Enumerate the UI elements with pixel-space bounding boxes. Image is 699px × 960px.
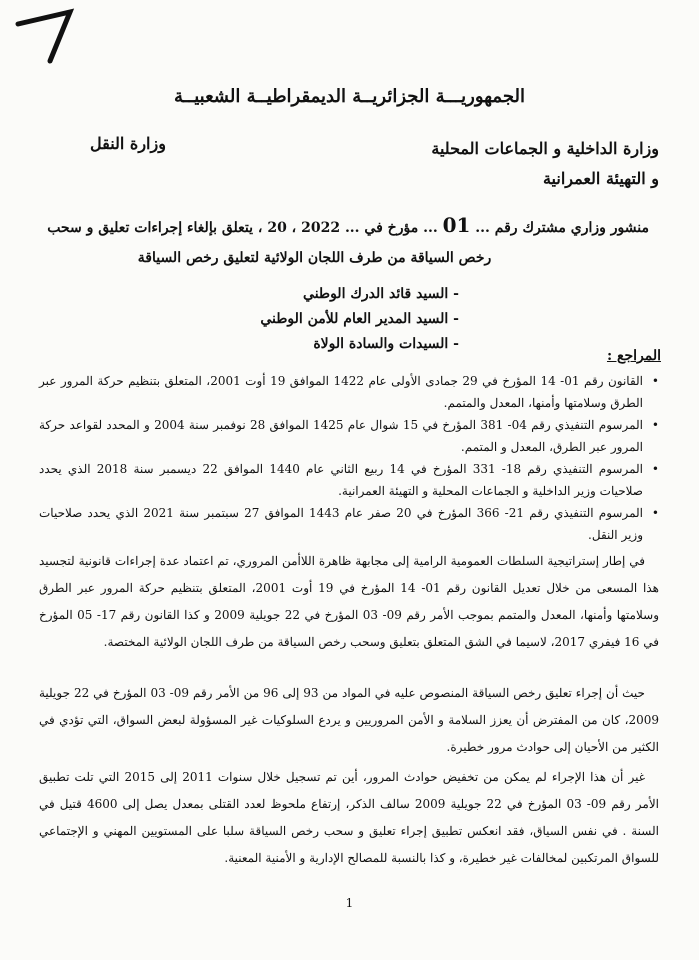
circular-number: 01: [442, 213, 471, 237]
circular-date-label: ... مؤرخ في ...: [344, 220, 438, 236]
ministry-interior: [431, 134, 659, 194]
circular-subject-line1: يتعلق بإلغاء إجراءات تعليق و سحب: [47, 220, 254, 236]
page-number: 1: [345, 896, 354, 910]
ministry-interior-line1: وزارة الداخلية و الجماعات المحلية: [431, 139, 659, 158]
reference-item: • المرسوم التنفيذي رقم 04- 381 المؤرخ في 15 شوال عام 1425 الموافق 28 نوفمبر سنة 2004 و المحدد لقواعد حركة المرور عبر الطرق، المعدل و المتمم.: [39, 414, 659, 458]
circular-subject: [40, 210, 649, 273]
reference-item: • المرسوم التنفيذي رقم 21- 366 المؤرخ في 20 صفر عام 1443 الموافق 27 سبتمبر سنة 2021 الذي يحدد صلاحيات وزير النقل.: [39, 502, 659, 546]
circular-subject-line2: رخص السياقة من طرف اللجان الولائية لتعليق رخص السياقة: [137, 250, 492, 266]
reference-item: • المرسوم التنفيذي رقم 18- 331 المؤرخ في 14 ربيع الثاني عام 1440 الموافق 22 ديسمبر سنة 2018 الذي يحدد صلاحيات وزير الداخلية و الجماعات المحلية و التهيئة العمرانية.: [39, 458, 659, 502]
addressee-item: - السيد المدير العام للأمن الوطني: [260, 307, 459, 332]
handwritten-seven-mark: [10, 6, 80, 66]
ministry-interior-line2: و التهيئة العمرانية: [542, 169, 659, 188]
body-paragraph-2: حيث أن إجراء تعليق رخص السياقة المنصوص عليه في المواد من 93 إلى 96 من الأمر رقم 09- 03 المؤرخ في 22 جويلية 2009، كان من المفترض أن يعزز السلامة و الأمن المروريين و يردع السلوكيات غير المسؤولة لبعض السواق، التي تؤدي في الكثير من الأحيان إلى حوادث مرور خطيرة.: [39, 686, 659, 754]
addressees-list: [260, 282, 459, 357]
body-paragraph-3: غير أن هذا الإجراء لم يمكن من تخفيض حوادث المرور، أين تم تسجيل خلال سنوات 2011 إلى 2015 التي تلت تطبيق الأمر رقم 09- 03 المؤرخ في 22 جويلية 2009 سالف الذكر، إرتفاع ملحوظ لعدد القتلى بمعدل يصل إلى 4600 قتيل في السنة . في نفس السياق، فقد انعكس تطبيق إجراء تعليق و سحب رخص السياقة سلبا على المستويين المهني و الإجتماعي للسواق المرتكبين لمخالفات غير خطيرة، و كذا بالنسبة للمصالح الإدارية و الأمنية المعنية.: [39, 770, 659, 865]
addressee-item: - السيدات والسادة الولاة: [260, 332, 459, 357]
circular-date-value: 2022 ، 20 ،: [257, 220, 341, 236]
references-title: المراجع :: [606, 348, 661, 364]
addressee-item: - السيد قائد الدرك الوطني: [260, 282, 459, 307]
body-paragraph-1: في إطار إستراتيجية السلطات العمومية الرامية إلى مجابهة ظاهرة اللاأمن المروري، تم اعتماد عدة إجراءات قانونية لتجسيد هذا المسعى من خلال تعديل القانون رقم 01- 14 المؤرخ في 19 أوت 2001، المتعلق بتنظيم حركة المرور عبر الطرق وسلامتها وأمنها، المعدل والمتمم بموجب الأمر رقم 09- 03 المؤرخ في 22 جويلية 2009 و كذا القانون رقم 17- 05 المؤرخ في 16 فيفري 2017، لاسيما في الشق المتعلق بتعليق وسحب رخص السياقة من طرف اللجان الولائية المختصة.: [39, 554, 659, 649]
circular-line1: [40, 210, 649, 243]
reference-item: • القانون رقم 01- 14 المؤرخ في 29 جمادى الأولى عام 1422 الموافق 19 أوت 2001، المتعلق بتنظيم حركة المرور عبر الطرق وسلامتها وأمنها، المعدل والمتمم.: [39, 370, 659, 414]
references-list: [39, 370, 659, 546]
republic-heading: الجمهوريـــة الجزائريــة الديمقراطيــة الشعبيــة: [174, 86, 525, 107]
ministry-transport: وزارة النقل: [90, 134, 166, 153]
circular-prefix: منشور وزاري مشترك رقم ...: [475, 220, 649, 236]
